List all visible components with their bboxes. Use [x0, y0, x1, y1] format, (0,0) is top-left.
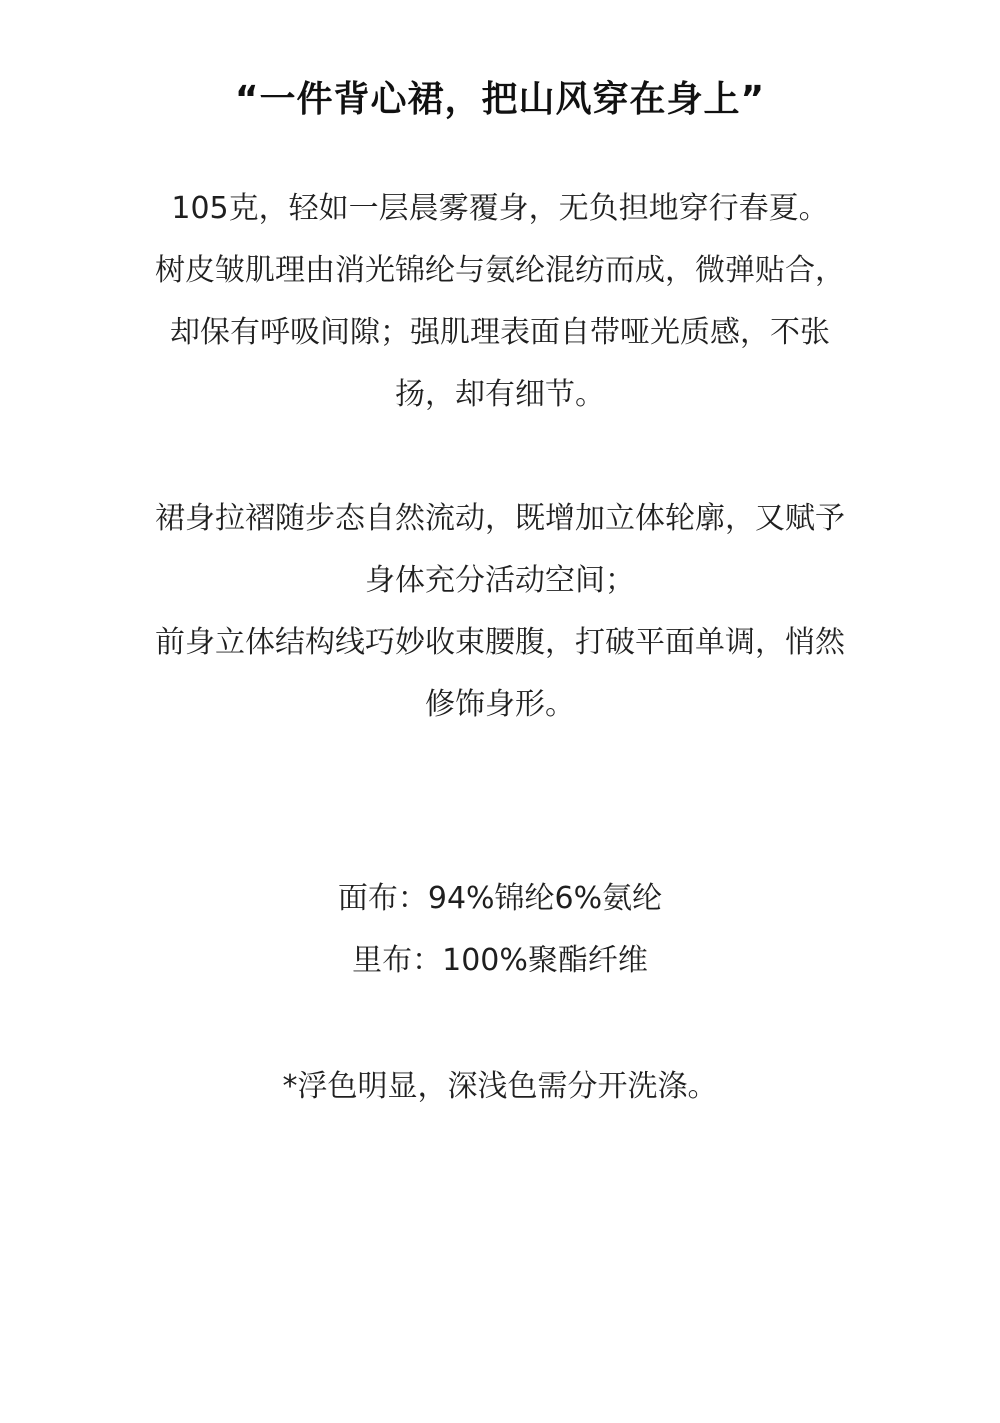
- care-note: *浮色明显，深浅色需分开洗涤。: [282, 1069, 718, 1104]
- fabric-description: [140, 178, 860, 426]
- design-line: 前身立体结构线巧妙收束腰腹，打破平面单调，悄然: [155, 625, 845, 660]
- design-line: 修饰身形。: [425, 687, 575, 722]
- design-description: [140, 488, 860, 736]
- design-line: 身体充分活动空间；: [365, 563, 635, 598]
- care-instructions: [140, 1056, 860, 1118]
- description-line: 105克，轻如一层晨雾覆身，无负担地穿行春夏。: [171, 191, 829, 226]
- design-line: 裙身拉褶随步态自然流动，既增加立体轮廓，又赋予: [155, 501, 845, 536]
- description-line: 扬，却有细节。: [395, 377, 605, 412]
- material-composition: [140, 868, 860, 992]
- description-line: 树皮皱肌理由消光锦纶与氨纶混纺而成，微弹贴合，: [155, 253, 845, 288]
- description-line: 却保有呼吸间隙；强肌理表面自带哑光质感，不张: [170, 315, 830, 350]
- lining-fabric-composition: 里布：100%聚酯纤维: [352, 943, 648, 978]
- page-title: “一件背心裙，把山风穿在身上”: [234, 79, 766, 120]
- outer-fabric-composition: 面布：94%锦纶6%氨纶: [337, 881, 663, 916]
